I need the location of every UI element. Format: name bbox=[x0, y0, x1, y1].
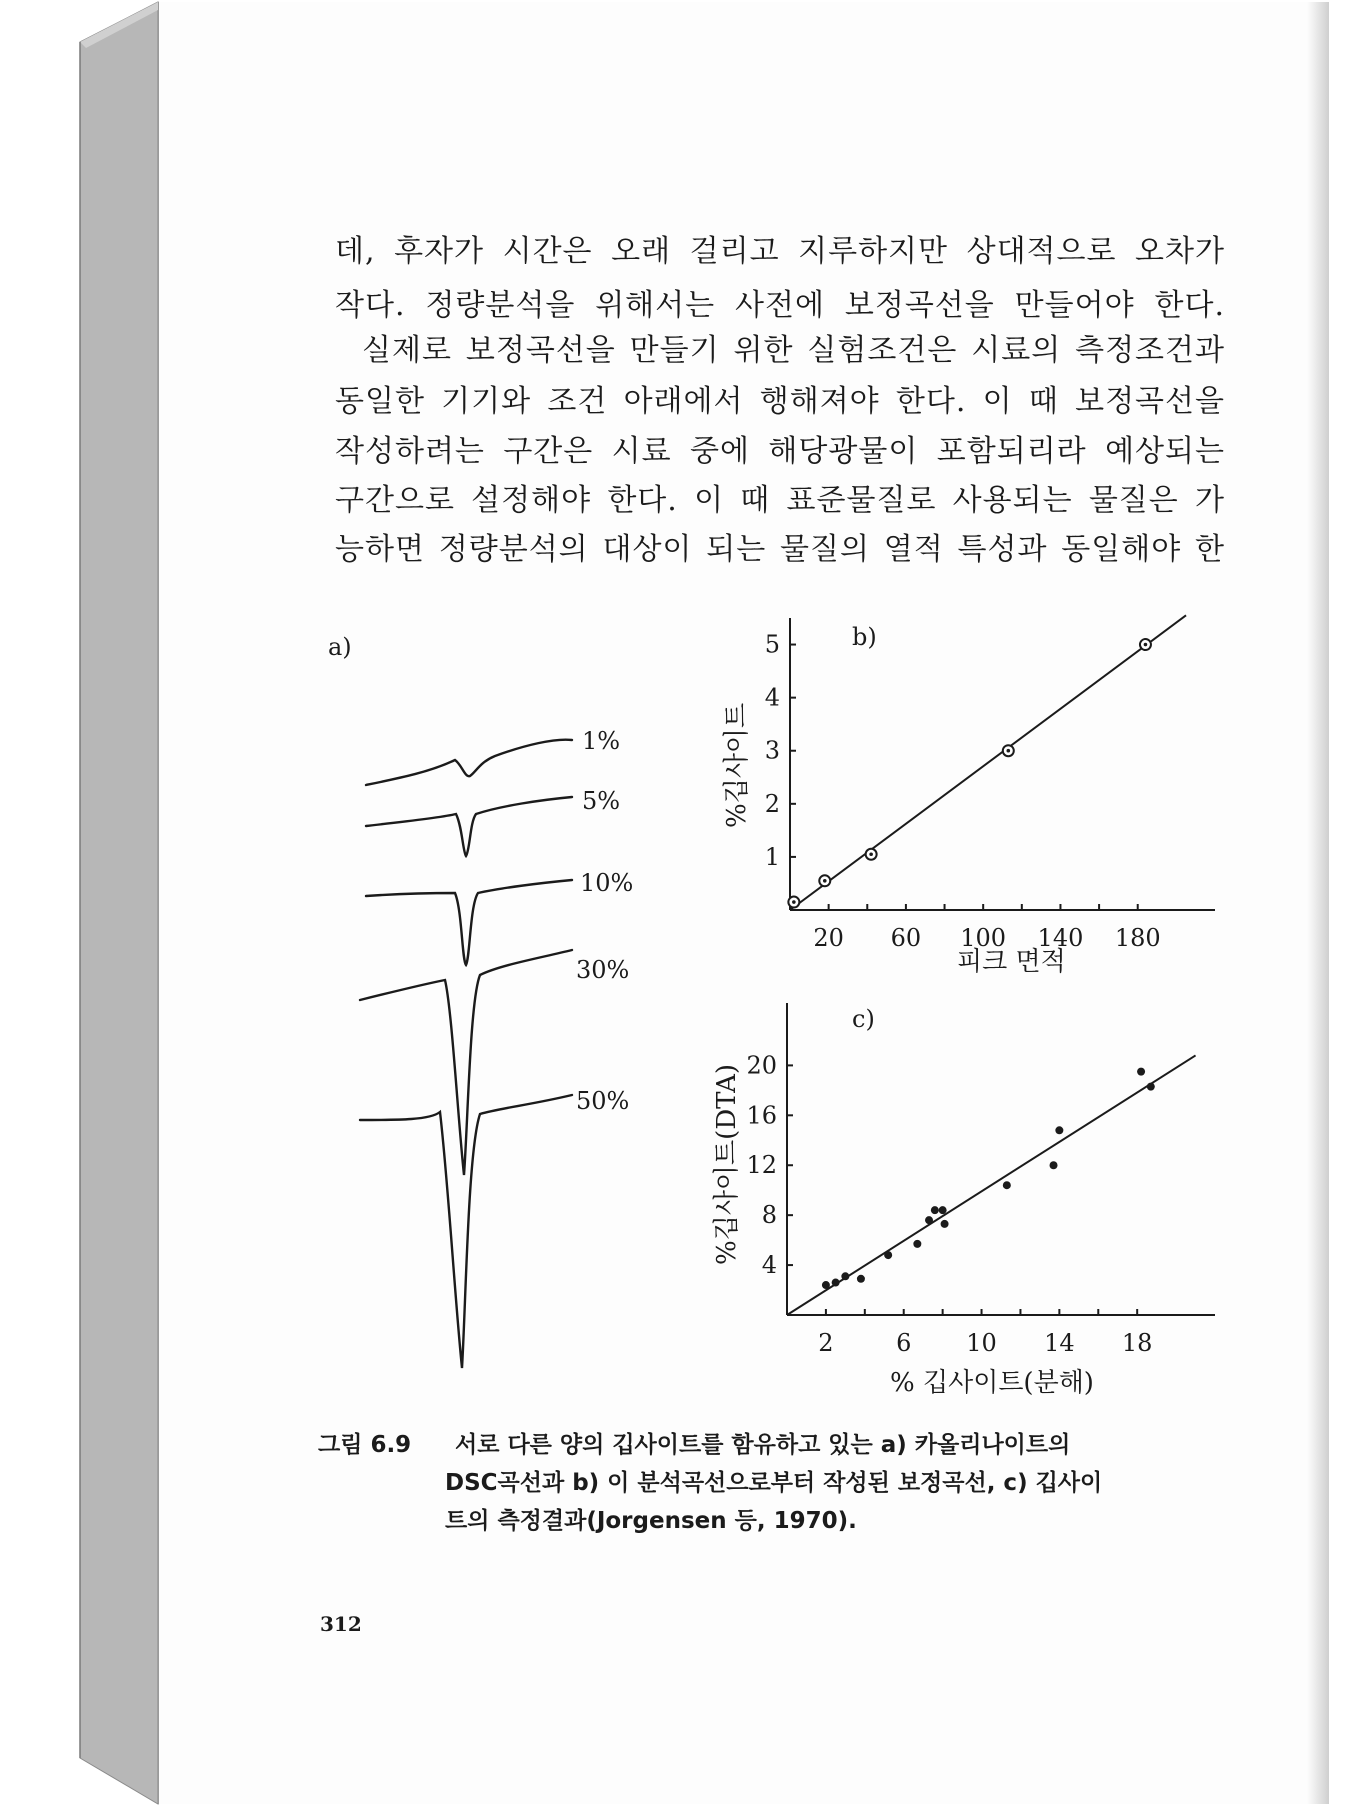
chart-c-y-tick-label: 16 bbox=[746, 1101, 777, 1130]
chart-c-data-point bbox=[925, 1216, 933, 1224]
curve-label-50pct: 50% bbox=[576, 1087, 630, 1115]
chart-c-data-point bbox=[884, 1251, 892, 1259]
chart-b-x-tick-label: 100 bbox=[960, 924, 1007, 952]
chart-c-data-point bbox=[931, 1206, 939, 1214]
chart-c-x-tick-label: 14 bbox=[1044, 1329, 1075, 1357]
chart-b-x-tick-label: 20 bbox=[813, 924, 844, 952]
chart-c-x-label: % 깁사이트(분해) bbox=[890, 1368, 1094, 1398]
body-text-line: 작다. 정량분석을 위해서는 사전에 보정곡선을 만들어야 한다. bbox=[335, 288, 1225, 323]
curve-label-30pct: 30% bbox=[576, 956, 630, 984]
chart-c-data-point bbox=[832, 1279, 840, 1287]
chart-c-x-tick-label: 6 bbox=[896, 1329, 912, 1357]
chart-c-data-point bbox=[1137, 1068, 1145, 1076]
chart-c-y-label: %깁사이트(DTA) bbox=[712, 1064, 742, 1265]
caption-line: 서로 다른 양의 깁사이트를 함유하고 있는 a) 카올리나이트의 bbox=[455, 1432, 1071, 1458]
chart-c-y-tick-label: 20 bbox=[746, 1051, 777, 1080]
chart-c-data-point bbox=[822, 1281, 830, 1289]
figure-a-label: a) bbox=[328, 633, 352, 661]
chart-c-data-point bbox=[1147, 1083, 1155, 1091]
caption-number: 그림 6.9 bbox=[318, 1432, 412, 1458]
chart-b-y-tick-label: 1 bbox=[764, 842, 780, 871]
chart-b-y-tick-label: 5 bbox=[764, 630, 780, 659]
page-number: 312 bbox=[320, 1612, 362, 1636]
chart-c-data-point bbox=[913, 1240, 921, 1248]
caption-line: DSC곡선과 b) 이 분석곡선으로부터 작성된 보정곡선, c) 깁사이 bbox=[445, 1470, 1103, 1496]
chart-c-y-tick-label: 12 bbox=[746, 1151, 777, 1180]
curve-label-10pct: 10% bbox=[580, 869, 634, 897]
chart-b-y-tick-label: 2 bbox=[764, 789, 780, 818]
chart-b-y-tick-label: 4 bbox=[764, 683, 780, 712]
curve-label-1pct: 1% bbox=[582, 727, 621, 755]
chart-b-x-label: 피크 면적 bbox=[957, 947, 1066, 977]
chart-c-y-tick-label: 8 bbox=[761, 1201, 777, 1230]
chart-c-x-tick-label: 2 bbox=[818, 1329, 834, 1357]
chart-b-title: b) bbox=[852, 623, 877, 651]
chart-c-data-point bbox=[941, 1220, 949, 1228]
body-text-line: 구간으로 설정해야 한다. 이 때 표준물질로 사용되는 물질은 가 bbox=[335, 483, 1225, 518]
chart-c-y-tick-label: 4 bbox=[761, 1251, 777, 1280]
chart-c-x-tick-label: 18 bbox=[1121, 1329, 1153, 1357]
chart-c-data-point bbox=[841, 1272, 849, 1280]
body-text-line: 실제로 보정곡선을 만들기 위한 실험조건은 시료의 측정조건과 bbox=[362, 333, 1225, 368]
chart-b-x-tick-label: 60 bbox=[890, 924, 922, 952]
chart-b-x-tick-label: 180 bbox=[1114, 924, 1161, 952]
body-text-line: 데, 후자가 시간은 오래 걸리고 지루하지만 상대적으로 오차가 bbox=[335, 234, 1225, 269]
curve-label-5pct: 5% bbox=[582, 787, 621, 815]
chart-b-y-tick-label: 3 bbox=[764, 736, 780, 765]
body-text-line: 능하면 정량분석의 대상이 되는 물질의 열적 특성과 동일해야 한 bbox=[335, 532, 1225, 567]
chart-b-y-label: %깁사이트 bbox=[722, 702, 752, 828]
body-text-line: 작성하려는 구간은 시료 중에 해당광물이 포함되리라 예상되는 bbox=[335, 434, 1225, 469]
chart-c-data-point bbox=[1003, 1181, 1011, 1189]
body-text-line: 동일한 기기와 조건 아래에서 행해져야 한다. 이 때 보정곡선을 bbox=[335, 384, 1225, 419]
chart-c-data-point bbox=[939, 1206, 947, 1214]
chart-c-title: c) bbox=[852, 1005, 875, 1033]
caption-line: 트의 측정결과(Jorgensen 등, 1970). bbox=[445, 1508, 857, 1534]
chart-b-x-tick-label: 140 bbox=[1037, 924, 1084, 952]
chart-c-data-point bbox=[1055, 1126, 1063, 1134]
chart-c-data-point bbox=[857, 1275, 865, 1283]
chart-c-data-point bbox=[1050, 1161, 1058, 1169]
chart-c-x-tick-label: 10 bbox=[966, 1329, 997, 1357]
